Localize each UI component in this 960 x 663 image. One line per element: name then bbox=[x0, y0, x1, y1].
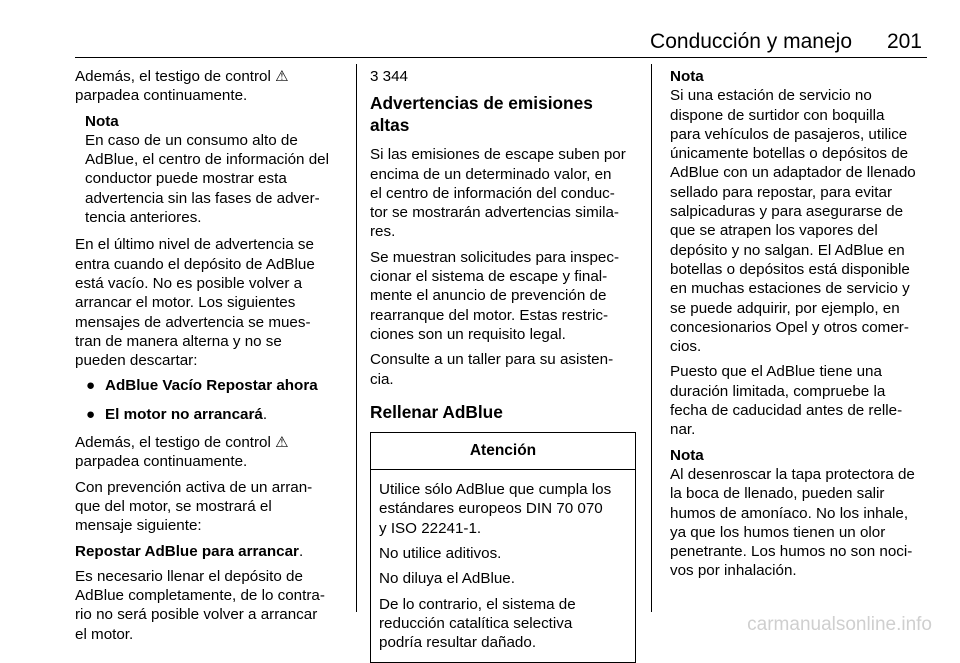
text-line: salpicaduras y para asegurarse de bbox=[670, 203, 904, 221]
bullet-icon: ● bbox=[86, 377, 96, 395]
header-rule bbox=[75, 57, 927, 58]
paragraph bbox=[75, 478, 343, 536]
section-heading: Rellenar AdBlue bbox=[370, 401, 503, 422]
text-line: No diluya el AdBlue. bbox=[379, 570, 515, 588]
text-line: Si las emisiones de escape suben por bbox=[370, 146, 626, 164]
paragraph bbox=[379, 544, 627, 563]
text-line: AdBlue completamente, de lo contra- bbox=[75, 587, 325, 605]
text-line: De lo contrario, el sistema de bbox=[379, 595, 576, 613]
column-2 bbox=[370, 67, 636, 663]
list-item: ● AdBlue Vacío Repostar ahora bbox=[86, 377, 318, 395]
text-line: parpadea continuamente. bbox=[75, 453, 248, 471]
text-line: nar. bbox=[670, 421, 696, 439]
text-line: Consulte a un taller para su asisten- bbox=[370, 351, 614, 369]
text-line: dispone de surtidor con boquilla bbox=[670, 106, 885, 124]
text-line: podría resultar dañado. bbox=[379, 634, 537, 652]
chapter-title: Conducción y manejo bbox=[650, 30, 852, 53]
text-line: vos por inhalación. bbox=[670, 562, 797, 580]
text-line: mente el anuncio de prevención de bbox=[370, 287, 607, 305]
text-line: encima de un determinado valor, en bbox=[370, 165, 612, 183]
text-line: Utilice sólo AdBlue que cumpla los bbox=[379, 481, 612, 499]
text-line: está vacío. No es posible volver a bbox=[75, 274, 303, 292]
text-line: mensajes de advertencia se mues- bbox=[75, 313, 311, 331]
text-line: estándares europeos DIN 70 070 bbox=[379, 500, 603, 518]
text-line: tencia anteriores. bbox=[85, 209, 202, 227]
warning-body bbox=[371, 470, 635, 661]
text-line: Al desenroscar la tapa protectora de bbox=[670, 465, 915, 483]
text-line: mensaje siguiente: bbox=[75, 517, 202, 535]
text-line: En el último nivel de advertencia se bbox=[75, 236, 314, 254]
paragraph bbox=[670, 362, 932, 439]
bullet-icon: ● bbox=[86, 405, 96, 423]
text-line: únicamente botellas o depósitos de bbox=[670, 145, 909, 163]
text-line: sellado para repostar, para evitar bbox=[670, 183, 893, 201]
paragraph bbox=[370, 350, 636, 389]
paragraph bbox=[75, 67, 343, 106]
paragraph bbox=[379, 569, 627, 588]
note-text bbox=[670, 465, 932, 581]
text-line: tor se mostrarán advertencias simila- bbox=[370, 204, 619, 222]
warning-box bbox=[370, 432, 636, 663]
text-line: el centro de información del conduc- bbox=[370, 184, 615, 202]
text-line: En caso de un consumo alto de bbox=[85, 131, 298, 149]
column-3 bbox=[670, 67, 932, 581]
paragraph bbox=[379, 595, 627, 653]
list-item: ● El motor no arrancará. bbox=[86, 405, 268, 423]
text-line: Es necesario llenar el depósito de bbox=[75, 567, 303, 585]
text-line: humos de amoníaco. No los inhale, bbox=[670, 504, 909, 522]
column-divider-2 bbox=[651, 64, 652, 612]
text-line: ya que los humos tienen un olor bbox=[670, 523, 886, 541]
text-line: Además, el testigo de control ⚠ bbox=[75, 434, 289, 452]
text-line: ciones son un requisito legal. bbox=[370, 325, 566, 343]
warning-title: Atención bbox=[371, 433, 635, 470]
cross-reference: 3 344 bbox=[370, 68, 409, 85]
text-line: entra cuando el depósito de AdBlue bbox=[75, 255, 315, 273]
text-line: cia. bbox=[370, 370, 394, 388]
text-line: rearranque del motor. Estas restric- bbox=[370, 306, 609, 324]
section-heading: Advertencias de emisiones altas bbox=[370, 93, 593, 136]
text-line: Puesto que el AdBlue tiene una bbox=[670, 363, 882, 381]
paragraph bbox=[75, 433, 343, 472]
paragraph bbox=[75, 567, 343, 644]
text-line: y ISO 22241-1. bbox=[379, 519, 482, 537]
page-header bbox=[0, 30, 960, 54]
text-line: la boca de llenado, pueden salir bbox=[670, 485, 885, 503]
message-list bbox=[75, 376, 343, 424]
text-line: Si una estación de servicio no bbox=[670, 87, 872, 105]
page-number: 201 bbox=[886, 30, 922, 53]
paragraph bbox=[370, 248, 636, 344]
note-text bbox=[670, 86, 932, 356]
paragraph bbox=[370, 145, 636, 241]
text-line: advertencia sin las fases de adver- bbox=[85, 189, 320, 207]
text-line: penetrante. Los humos no son noci- bbox=[670, 543, 913, 561]
text-line: duración limitada, compruebe la bbox=[670, 382, 886, 400]
text-line: en muchas estaciones de servicio y bbox=[670, 280, 910, 298]
text-line: tran de manera alterna y no se bbox=[75, 332, 282, 350]
text-line: AdBlue con un adaptador de llenado bbox=[670, 164, 916, 182]
text-line: que se atrapen los vapores del bbox=[670, 222, 878, 240]
text-line: Además, el testigo de control ⚠ bbox=[75, 68, 289, 85]
text-line: arrancar el motor. Los siguientes bbox=[75, 294, 296, 312]
text-line: pueden descartar: bbox=[75, 352, 198, 370]
text-line: que del motor, se mostrará el bbox=[75, 497, 272, 515]
text-line: cios. bbox=[670, 338, 702, 356]
note-heading: Nota bbox=[670, 446, 704, 464]
note-box bbox=[85, 112, 343, 228]
text-line: reducción catalítica selectiva bbox=[379, 614, 573, 632]
column-1 bbox=[75, 67, 343, 650]
paragraph bbox=[75, 235, 343, 370]
note-text bbox=[85, 131, 343, 227]
text-line: Se muestran solicitudes para inspec- bbox=[370, 248, 620, 266]
paragraph bbox=[379, 480, 627, 538]
paragraph: Repostar AdBlue para arrancar. bbox=[75, 542, 304, 560]
note-heading: Nota bbox=[85, 112, 119, 130]
text-line: el motor. bbox=[75, 625, 134, 643]
text-line: botellas o depósitos está disponible bbox=[670, 260, 910, 278]
note-heading: Nota bbox=[670, 68, 704, 85]
text-line: conductor puede mostrar esta bbox=[85, 170, 287, 188]
message-text: Repostar AdBlue para arrancar bbox=[75, 542, 299, 560]
text-line: No utilice aditivos. bbox=[379, 545, 502, 563]
column-divider-1 bbox=[356, 64, 357, 612]
text-line: depósito y no salgan. El AdBlue en bbox=[670, 241, 905, 259]
watermark: carmanualsonline.info bbox=[747, 614, 932, 635]
text-line: concesionarios Opel y otros comer- bbox=[670, 318, 909, 336]
note-box bbox=[670, 446, 932, 581]
text-line: res. bbox=[370, 223, 396, 241]
text-line: cionar el sistema de escape y final- bbox=[370, 268, 608, 286]
text-line: fecha de caducidad antes de relle- bbox=[670, 402, 903, 420]
text-line: rio no será posible volver a arrancar bbox=[75, 606, 318, 624]
text-line: para vehículos de pasajeros, utilice bbox=[670, 125, 908, 143]
text-line: Con prevención activa de un arran- bbox=[75, 478, 313, 496]
text-line: parpadea continuamente. bbox=[75, 87, 248, 105]
text-line: se puede adquirir, por ejemplo, en bbox=[670, 299, 900, 317]
text-line: AdBlue, el centro de información del bbox=[85, 151, 329, 169]
note-box bbox=[670, 67, 932, 356]
